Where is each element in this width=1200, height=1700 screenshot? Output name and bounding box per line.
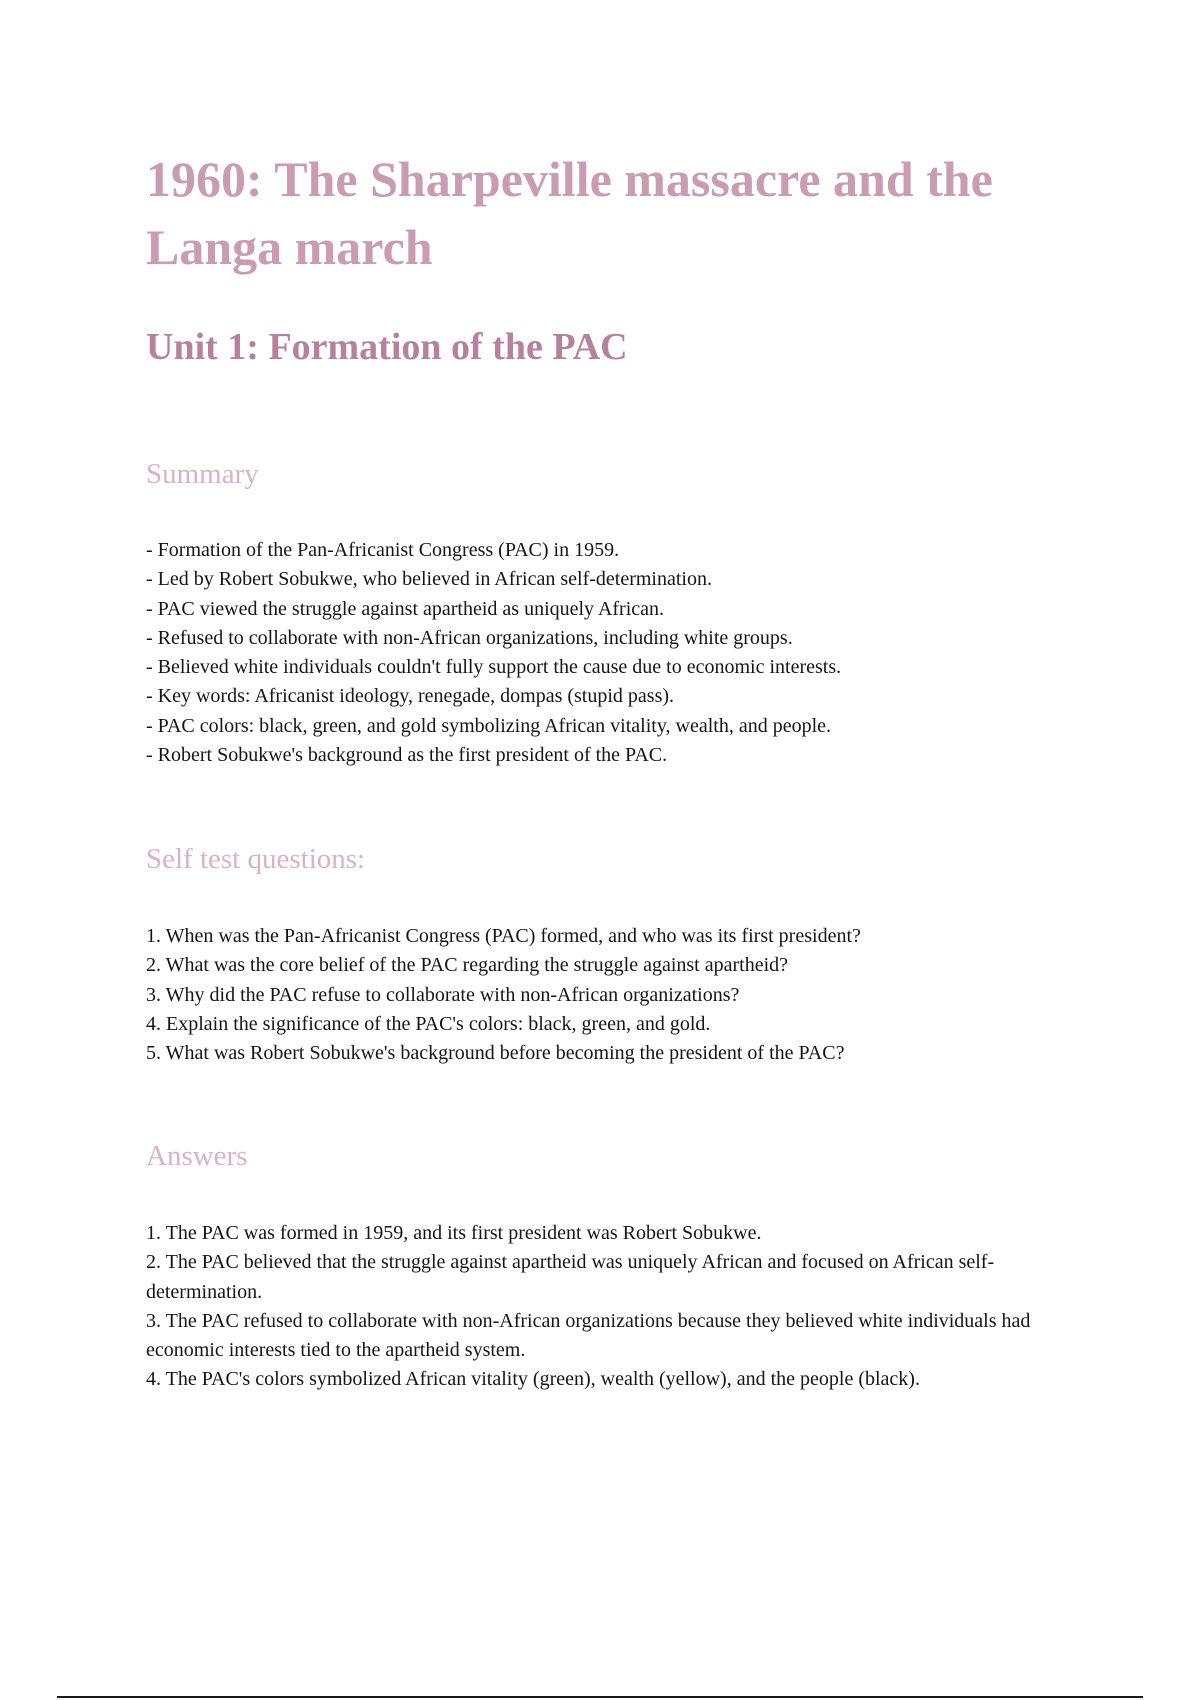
summary-item: - Led by Robert Sobukwe, who believed in African self-determination. [146,568,712,591]
summary-item: - Robert Sobukwe's background as the first president of the PAC. [146,744,668,767]
self-test-heading: Self test questions: [146,843,366,875]
answer-item: 3. The PAC refused to collaborate with non-African organizations because they believed white individuals had economic interests tied to the apartheid system. [146,1309,1031,1362]
summary-item: - Key words: Africanist ideology, renegade, dompas (stupid pass). [146,685,675,708]
question-item: 4. Explain the significance of the PAC's colors: black, green, and gold. [146,1012,711,1035]
summary-item: - PAC viewed the struggle against apartheid as uniquely African. [146,597,665,620]
question-item: 2. What was the core belief of the PAC regarding the struggle against apartheid? [146,954,789,977]
answer-item: 1. The PAC was formed in 1959, and its first president was Robert Sobukwe. [146,1222,762,1244]
summary-item: - Formation of the Pan-Africanist Congress (PAC) in 1959. [146,539,620,561]
document-title: 1960: The Sharpeville massacre and the Langa march [146,151,993,275]
summary-item: - Believed white individuals couldn't fully support the cause due to economic interests. [146,656,842,679]
unit-title: Unit 1: Formation of the PAC [146,326,628,368]
question-item: 5. What was Robert Sobukwe's background before becoming the president of the PAC? [146,1042,845,1065]
summary-list [146,536,1096,770]
summary-heading: Summary [146,458,259,490]
question-item: 3. Why did the PAC refuse to collaborate with non-African organizations? [146,983,740,1006]
answers-heading: Answers [146,1140,248,1172]
answer-item: 2. The PAC believed that the struggle against apartheid was uniquely African and focused on African self-determination. [146,1251,995,1303]
summary-item: - Refused to collaborate with non-African organizations, including white groups. [146,626,793,649]
question-item: 1. When was the Pan-Africanist Congress (PAC) formed, and who was its first president? [146,925,861,947]
answer-item: 4. The PAC's colors symbolized African vitality (green), wealth (yellow), and the people (black). [146,1368,920,1391]
questions-list [146,922,1096,1068]
summary-item: - PAC colors: black, green, and gold symbolizing African vitality, wealth, and people. [146,714,832,737]
answers-list [146,1219,1096,1395]
page-bottom-divider [57,1696,1143,1698]
